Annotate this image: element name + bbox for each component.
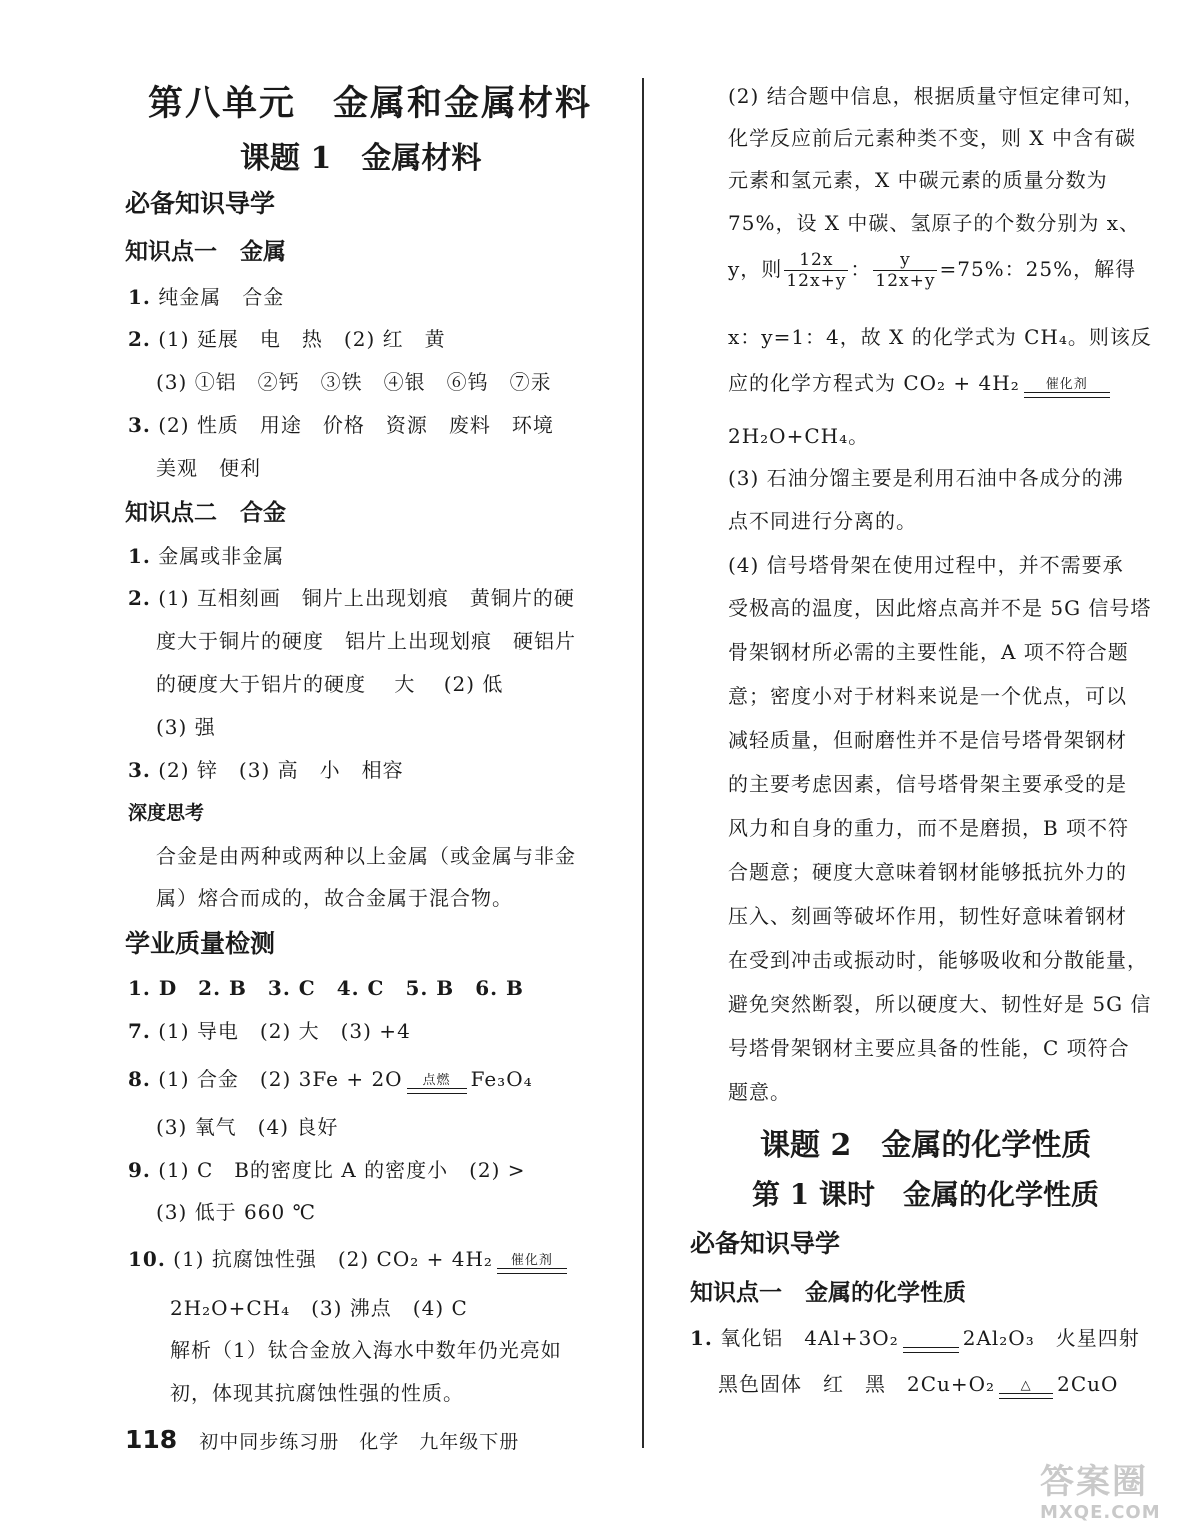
answer-line: 1. 纯金属 合金 (128, 285, 285, 309)
answer-line: (3) 低于 660 ℃ (156, 1200, 316, 1224)
knowledge-point-heading: 知识点二 合金 (125, 499, 286, 526)
paragraph-line: 意；密度小对于材料来说是一个优点，可以 (728, 684, 1127, 708)
paragraph-line: 化学反应前后元素种类不变，则 X 中含有碳 (728, 126, 1136, 150)
paragraph-line: 风力和自身的重力，而不是磨损，B 项不符 (728, 816, 1130, 840)
reaction-arrow: 点燃 (407, 1074, 467, 1094)
paragraph-line: (4) 信号塔骨架在使用过程中，并不需要承 (728, 553, 1124, 577)
paragraph-line: 的主要考虑因素，信号塔骨架主要承受的是 (728, 772, 1127, 796)
answer-line: 度大于铜片的硬度 铝片上出现划痕 硬铝片 (156, 629, 576, 653)
reaction-arrow (903, 1333, 959, 1353)
answer-line: 3. (2) 性质 用途 价格 资源 废料 环境 (128, 413, 554, 437)
paragraph-line: x：y=1：4，故 X 的化学式为 CH₄。则该反 (728, 325, 1152, 349)
knowledge-point-heading: 知识点一 金属的化学性质 (690, 1279, 966, 1306)
paragraph-line: 元素和氢元素，X 中碳元素的质量分数为 (728, 168, 1108, 192)
paragraph-line: (2) 结合题中信息，根据质量守恒定律可知， (728, 84, 1145, 108)
answer-line: 美观 便利 (156, 456, 261, 480)
answer-line: (3) 强 (156, 715, 216, 739)
answer-line: 2H₂O+CH₄ (3) 沸点 (4) C (170, 1296, 468, 1320)
knowledge-point-heading: 知识点一 金属 (125, 238, 286, 265)
answer-line: 3. (2) 锌 (3) 高 小 相容 (128, 758, 404, 782)
fraction: $\frac{y}{12x+y}$ (875, 250, 936, 291)
unit-title: 第八单元 金属和金属材料 (148, 83, 593, 124)
book-title: 初中同步练习册 化学 九年级下册 (199, 1431, 520, 1453)
reaction-arrow: 催化剂 (497, 1254, 567, 1274)
section-heading-guide: 必备知识导学 (125, 189, 276, 218)
answer-line: 1. 金属或非金属 (128, 544, 285, 568)
answer-line: 的硬度大于铝片的硬度 大 (2) 低 (156, 672, 504, 696)
paragraph-line: 合金是由两种或两种以上金属（或金属与非金 (156, 844, 576, 868)
equation-line: 10. (1) 抗腐蚀性强 (2) CO₂ + 4H₂ 催化剂 (128, 1243, 571, 1274)
paragraph-line: 受极高的温度，因此熔点高并不是 5G 信号塔 (728, 596, 1152, 620)
period-title: 第 1 课时 金属的化学性质 (752, 1178, 1099, 1211)
answer-line: 1. D 2. B 3. C 4. C 5. B 6. B (128, 976, 524, 1000)
paragraph-line: 避免突然断裂，所以硬度大、韧性好是 5G 信 (728, 992, 1152, 1016)
paragraph-line: 2H₂O+CH₄。 (728, 424, 870, 448)
paragraph-line: 点不同进行分离的。 (728, 509, 917, 533)
page-number: 118 (125, 1425, 178, 1454)
paragraph-line: 初，体现其抗腐蚀性强的性质。 (170, 1381, 464, 1405)
page-footer (125, 1425, 519, 1454)
paragraph-line: (3) 石油分馏主要是利用石油中各成分的沸 (728, 466, 1124, 490)
paragraph-line: 减轻质量，但耐磨性并不是信号塔骨架钢材 (728, 728, 1127, 752)
paragraph-line: 号塔骨架钢材主要应具备的性能，C 项符合 (728, 1036, 1130, 1060)
reaction-arrow: △ (999, 1379, 1053, 1399)
answer-line: (3) ①铝 ②钙 ③铁 ④银 ⑥钨 ⑦汞 (156, 370, 552, 394)
paragraph-line: 骨架钢材所必需的主要性能，A 项不符合题 (728, 640, 1129, 664)
paragraph-line: 75%，设 X 中碳、氢原子的个数分别为 x、 (728, 211, 1141, 235)
equation-line: 应的化学方程式为 CO₂ + 4H₂ 催化剂 (728, 367, 1114, 398)
answer-line: 9. (1) C B的密度比 A 的密度小 (2) > (128, 1158, 526, 1182)
lesson-title: 课题 2 金属的化学性质 (760, 1128, 1092, 1163)
answer-line: (3) 氧气 (4) 良好 (156, 1115, 339, 1139)
fraction: $\frac{12x}{12x+y}$ (786, 250, 847, 291)
watermark-logo: 答案圈 MXQE.COM (1040, 1462, 1161, 1523)
equation-line: 黑色固体 红 黑 2Cu+O₂ △ 2CuO (718, 1368, 1118, 1399)
equation-line: 1. 氧化铝 4Al+3O₂ 2Al₂O₃ 火星四射 (690, 1322, 1140, 1353)
reaction-arrow: 催化剂 (1024, 378, 1110, 398)
answer-line: 2. (1) 互相刻画 铜片上出现划痕 黄铜片的硬 (128, 586, 575, 610)
paragraph-line: 属）熔合而成的，故合金属于混合物。 (156, 886, 513, 910)
paragraph-line: 合题意；硬度大意味着钢材能够抵抗外力的 (728, 860, 1127, 884)
deep-thinking-heading: 深度思考 (128, 802, 205, 824)
equation-line: 8. (1) 合金 (2) 3Fe + 2O 点燃 Fe₃O₄ (128, 1063, 533, 1094)
lesson-title: 课题 1 金属材料 (240, 141, 482, 176)
column-divider (642, 78, 644, 1448)
paragraph-line: 解析（1）钛合金放入海水中数年仍光亮如 (170, 1338, 562, 1362)
paragraph-line: 题意。 (728, 1080, 791, 1104)
paragraph-line: 在受到冲击或振动时，能够吸收和分散能量， (728, 948, 1148, 972)
paragraph-line: 压入、刻画等破坏作用，韧性好意味着钢材 (728, 904, 1127, 928)
answer-line: 2. (1) 延展 电 热 (2) 红 黄 (128, 327, 446, 351)
fraction-line: y，则 $\frac{12x}{12x+y}$ ： $\frac{y}{12x+y}$ =75%：25%，解得 (728, 250, 1137, 291)
section-heading-quality: 学业质量检测 (125, 929, 276, 958)
section-heading-guide: 必备知识导学 (690, 1229, 841, 1258)
answer-line: 7. (1) 导电 (2) 大 (3) +4 (128, 1019, 411, 1043)
